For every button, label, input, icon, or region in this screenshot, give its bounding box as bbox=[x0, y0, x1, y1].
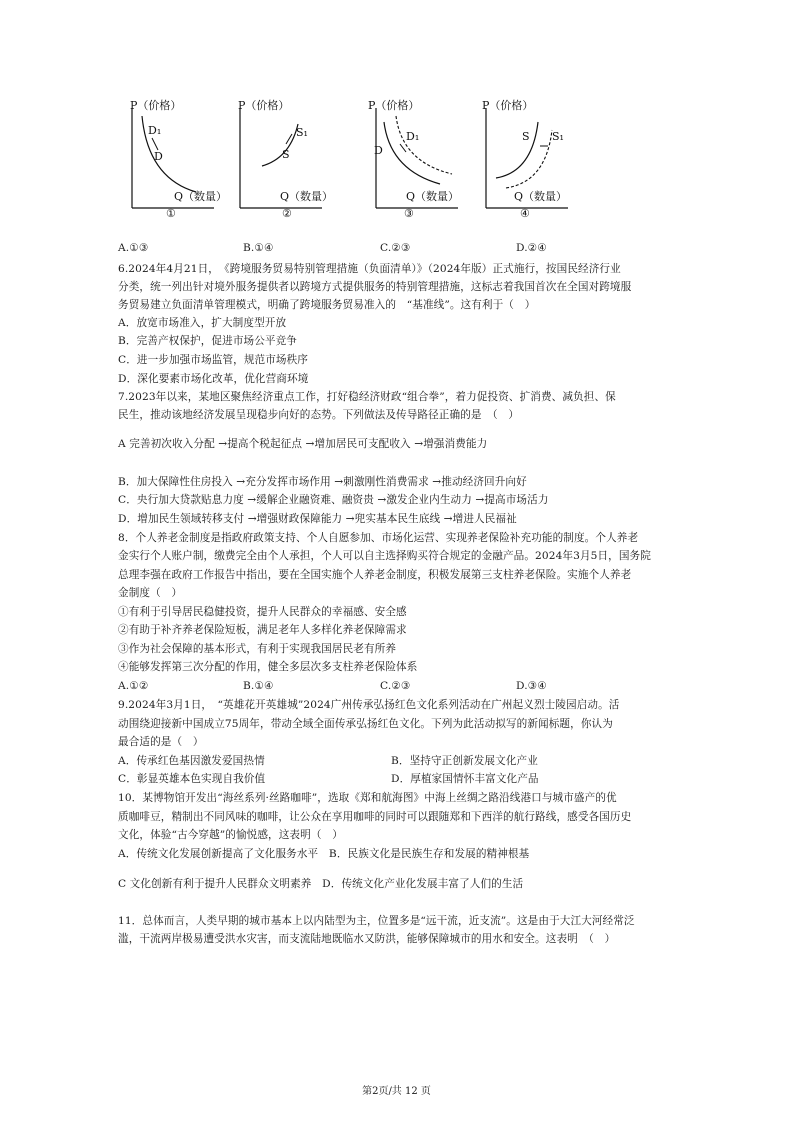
graph-1-number: ① bbox=[166, 207, 176, 220]
q6-stem-line: 6.2024年4月21日， 《跨境服务贸易特别管理措施（负面清单）》（2024年版）正式施行，按国民经济行业 bbox=[118, 263, 621, 275]
q8-stem-line: 8．个人养老金制度是指政府政策支持、个人自愿参加、市场化运营、实现养老保险补充功能的制度。个人养老 bbox=[118, 532, 639, 544]
graph-4-curve-a: S bbox=[522, 130, 530, 143]
q8-stem-line: 金实行个人账户制，缴费完全由个人承担，个人可以自主选择购买符合规定的金融产品。2024年3月5日，国务院 bbox=[118, 550, 651, 562]
page-footer: 第2页/共 12 页 bbox=[362, 1086, 431, 1097]
graph-2-number: ② bbox=[282, 207, 292, 220]
graph-2-y-label: P（价格） bbox=[238, 99, 290, 112]
q6-stem-line: 务贸易建立负面清单管理模式，明确了跨境服务贸易准入的 “基准线”。这有利于（ ） bbox=[118, 299, 536, 311]
graph-4-curve-b: S₁ bbox=[552, 130, 564, 143]
q10-stem-line: 质咖啡豆，精制出不同风味的咖啡，让公众在享用咖啡的同时可以跟随郑和下西洋的航行路线，感受各国历史 bbox=[118, 811, 632, 823]
q5-option-b[interactable]: B.①④ bbox=[243, 242, 274, 254]
q7-stem-line: 民生，推动该地经济发展呈现稳步向好的态势。下列做法及传导路径正确的是 （ ） bbox=[118, 409, 520, 421]
graph-3-curve-a: D bbox=[374, 144, 383, 157]
graph-2-x-label: Q（数量） bbox=[280, 190, 334, 203]
graph-4-y-label: P（价格） bbox=[482, 99, 534, 112]
q5-option-a[interactable]: A.①③ bbox=[118, 242, 149, 254]
q7-option-c[interactable]: C．央行加大贷款贴息力度 →缓解企业融资难、融资贵 →激发企业内生动力 →提高市场活力 bbox=[118, 494, 549, 506]
graph-1-x-label: Q（数量） bbox=[174, 190, 228, 203]
q8-option-d[interactable]: D.③④ bbox=[516, 680, 547, 692]
q8-item-4: ④能够发挥第三次分配的作用，健全多层次多支柱养老保险体系 bbox=[118, 661, 418, 673]
q9-option-c[interactable]: C．彰显英雄本色实现自我价值 bbox=[118, 773, 266, 785]
q8-options bbox=[118, 678, 678, 694]
q9-stem-line: 9.2024年3月1日， “英雄花开英雄城”2024广州传承弘扬红色文化系列活动在广州起义烈士陵园启动。活 bbox=[118, 699, 620, 711]
q8-option-b[interactable]: B.①④ bbox=[243, 680, 274, 692]
q6-option-a[interactable]: A．放宽市场准入，扩大制度型开放 bbox=[118, 317, 287, 329]
q10-options-cd[interactable]: C 文化创新有利于提升人民群众文明素养 D．传统文化产业化发展丰富了人们的生活 bbox=[118, 878, 524, 890]
q8-item-2: ②有助于补齐养老保险短板，满足老年人多样化养老保障需求 bbox=[118, 624, 407, 636]
graph-1-curve-a: D₁ bbox=[148, 124, 162, 137]
q8-stem-line: 总理李强在政府工作报告中指出，要在全国实施个人养老金制度，积极发展第三支柱养老保险。实施个人养老 bbox=[118, 569, 632, 581]
graph-2-curve-a: S₁ bbox=[296, 126, 308, 139]
graph-supply-shift-4 bbox=[472, 100, 622, 230]
q9-option-d[interactable]: D．厚植家国情怀丰富文化产品 bbox=[391, 773, 539, 785]
graph-2-svg bbox=[226, 100, 376, 230]
q7-option-a[interactable]: A 完善初次收入分配 →提高个税起征点 →增加居民可支配收入 →增强消费能力 bbox=[118, 438, 488, 450]
q5-options bbox=[118, 240, 678, 256]
q6-stem-line: 分类，统一列出针对境外服务提供者以跨境方式提供服务的特别管理措施，这标志着我国首次在全国对跨境服 bbox=[118, 281, 632, 293]
graph-3-x-label: Q（数量） bbox=[406, 190, 460, 203]
q5-option-c[interactable]: C.②③ bbox=[380, 242, 411, 254]
q8-stem-line: 金制度（ ） bbox=[118, 587, 183, 599]
q9-stem-line: 最合适的是（ ） bbox=[118, 736, 204, 748]
q6-option-b[interactable]: B．完善产权保护，促进市场公平竞争 bbox=[118, 335, 297, 347]
q11-stem-line: 滥，干流两岸极易遭受洪水灾害，而支流陆地既临水又防洪，能够保障城市的用水和安全。这表明 （ ） bbox=[118, 933, 616, 945]
q6-option-c[interactable]: C．进一步加强市场监管，规范市场秩序 bbox=[118, 354, 308, 366]
graph-1-y-label: P（价格） bbox=[130, 99, 182, 112]
graph-4-x-label: Q（数量） bbox=[514, 190, 568, 203]
graph-2-curve-b: S bbox=[282, 148, 290, 161]
graph-3-number: ③ bbox=[404, 207, 414, 220]
q7-stem-line: 7.2023年以来，某地区聚焦经济重点工作，打好稳经济财政“组合拳”，着力促投资、扩消费、减负担、保 bbox=[118, 391, 616, 403]
q5-option-d[interactable]: D.②④ bbox=[516, 242, 547, 254]
graph-4-svg bbox=[472, 100, 622, 230]
q8-item-1: ①有利于引导居民稳健投资，提升人民群众的幸福感、安全感 bbox=[118, 606, 407, 618]
q6-option-d[interactable]: D．深化要素市场化改革，优化营商环境 bbox=[118, 373, 309, 385]
q8-item-3: ③作为社会保障的基本形式，有利于实现我国居民老有所养 bbox=[118, 643, 397, 655]
q8-option-c[interactable]: C.②③ bbox=[380, 680, 411, 692]
q11-stem-line: 11．总体而言，人类早期的城市基本上以内陆型为主，位置多是“远干流，近支流”。这是由于大江大河经常泛 bbox=[118, 915, 635, 927]
graph-3-curve-b: D₁ bbox=[406, 130, 420, 143]
graph-1-curve-b: D bbox=[154, 150, 163, 163]
graph-3-y-label: P（价格） bbox=[368, 99, 420, 112]
q10-stem-line: 10．某博物馆开发出“海丝系列·丝路咖啡”，选取《郑和航海图》中海上丝绸之路沿线港口与城市盛产的优 bbox=[118, 792, 617, 804]
q10-stem-line: 文化，体验“古今穿越”的愉悦感，这表明（ ） bbox=[118, 829, 343, 841]
q9-option-b[interactable]: B．坚持守正创新发展文化产业 bbox=[391, 755, 538, 767]
q9-option-a[interactable]: A．传承红色基因激发爱国热情 bbox=[118, 755, 265, 767]
q10-options-ab[interactable]: A．传统文化发展创新提高了文化服务水平 B．民族文化是民族生存和发展的精神根基 bbox=[118, 848, 530, 860]
graph-supply-shift-2 bbox=[226, 100, 376, 230]
q7-option-d[interactable]: D．增加民生领域转移支付 →增强财政保障能力 →兜实基本民生底线 →增进人民福祉 bbox=[118, 513, 517, 525]
q8-option-a[interactable]: A.①② bbox=[118, 680, 149, 692]
q7-option-b[interactable]: B．加大保障性住房投入 →充分发挥市场作用 →刺激刚性消费需求 →推动经济回升向好 bbox=[118, 476, 527, 488]
graph-4-number: ④ bbox=[520, 207, 530, 220]
q9-stem-line: 动围绕迎接新中国成立75周年，带动全域全面传承弘扬红色文化。下列为此活动拟写的新闻标题，你认为 bbox=[118, 718, 613, 730]
